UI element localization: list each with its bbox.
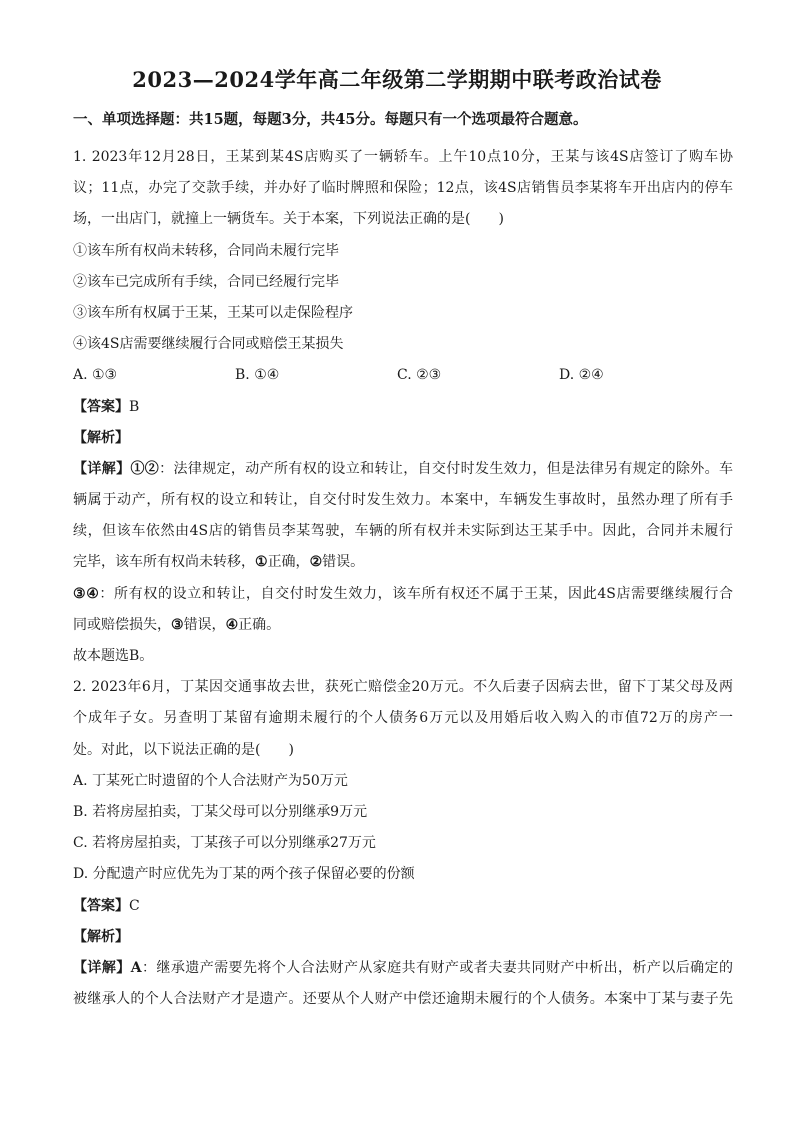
q1-detail-line: 辆属于动产，所有权的设立和转让，自交付时发生效力。本案中，车辆发生事故时，虽然办理了所有手 [73, 492, 733, 509]
detail-mark: ① [255, 554, 268, 571]
q1-statement: ④该4S店需要继续履行合同或赔偿王某损失 [73, 336, 344, 353]
detail-text: 完毕，该车所有权尚未转移， [73, 554, 255, 571]
detail-text: 正确， [267, 554, 310, 571]
q1-detail-line [73, 454, 733, 485]
detail-mark: ④ [225, 616, 239, 633]
q1-detail-line [73, 579, 733, 610]
q1-stem-line: 场，一出店门，就撞上一辆货车。关于本案，下列说法正确的是( ) [73, 211, 504, 228]
answer-value: C [129, 897, 140, 914]
detail-text: ：继承遗产需要先将个人合法财产从家庭共有财产或者夫妻共同财产中析出，析产以后确定的 [141, 959, 733, 976]
q2-stem-line: 处。对此，以下说法正确的是( ) [73, 741, 294, 758]
answer-value: B [129, 398, 140, 415]
q2-option-b: B. 若将房屋拍卖，丁某父母可以分别继承9万元 [73, 803, 368, 820]
section-heading: 一、单项选择题：共15题，每题3分，共45分。每题只有一个选项最符合题意。 [73, 111, 588, 128]
detail-text: ：所有权的设立和转让，自交付时发生效力，该车所有权还不属于王某，因此4S店需要继续履行合 [99, 585, 733, 602]
q2-analysis-tag: 【解析】 [73, 928, 129, 945]
detail-mark: ② [309, 554, 323, 571]
detail-text: 正确。 [238, 616, 281, 633]
q2-option-a: A. 丁某死亡时遗留的个人合法财产为50万元 [73, 772, 348, 789]
q1-conclusion: 故本题选B。 [73, 648, 154, 664]
detail-tag: 【详解】 [73, 959, 131, 976]
q1-stem-line: 1. 2023年12月28日，王某到某4S店购买了一辆轿车。上午10点10分，王某与该4S店签订了购车协 [73, 149, 733, 165]
q2-answer [73, 891, 733, 922]
detail-text: ：法律规定，动产所有权的设立和转让，自交付时发生效力，但是法律另有规定的除外。车 [159, 460, 733, 477]
q1-statement: ②该车已完成所有手续，合同已经履行完毕 [73, 273, 339, 290]
q2-stem-line: 2. 2023年6月，丁某因交通事故去世，获死亡赔偿金20万元。不久后妻子因病去世，留下丁某父母及两 [73, 679, 733, 696]
page-title: 2023—2024学年高二年级第二学期期中联考政治试卷 [132, 67, 662, 92]
q2-detail-line [73, 953, 733, 984]
q2-detail-line: 被继承人的个人合法财产才是遗产。还要从个人财产中偿还逾期未履行的个人债务。本案中丁某与妻子先 [73, 991, 733, 1008]
q2-option-c: C. 若将房屋拍卖，丁某孩子可以分别继承27万元 [73, 835, 376, 852]
q1-detail-line [73, 610, 733, 641]
q1-answer [73, 392, 733, 423]
q1-statement: ①该车所有权尚未转移，合同尚未履行完毕 [73, 242, 339, 259]
q1-options [73, 360, 733, 391]
detail-lead: A [130, 959, 142, 976]
q1-option-d: D. ②④ [559, 367, 604, 384]
q1-stem-line: 议；11点，办完了交款手续，并办好了临时牌照和保险；12点，该4S店销售员李某将车开出店内的停车 [73, 180, 733, 197]
q1-detail-line: 续，但该车依然由4S店的销售员李某驾驶，车辆的所有权并未实际到达王某手中。因此，合同并未履行 [73, 523, 733, 540]
q2-stem-line: 个成年子女。另查明丁某留有逾期未履行的个人债务6万元以及用婚后收入购入的市值72万的房产一 [73, 710, 733, 727]
detail-lead: ③④ [73, 585, 100, 602]
detail-mark: ③ [171, 616, 184, 633]
q1-option-a: A. ①③ [73, 367, 118, 384]
q1-statement: ③该车所有权属于王某，王某可以走保险程序 [73, 304, 353, 321]
q1-option-c: C. ②③ [397, 367, 442, 384]
q1-option-b: B. ①④ [235, 367, 280, 384]
q2-option-d: D. 分配遗产时应优先为丁某的两个孩子保留必要的份额 [73, 866, 415, 883]
q1-analysis-tag: 【解析】 [73, 429, 129, 446]
answer-tag: 【答案】 [73, 398, 129, 415]
q1-detail-line [73, 547, 733, 578]
content-body [73, 142, 733, 1015]
detail-lead: ①② [130, 460, 160, 477]
detail-text: 错误， [183, 616, 226, 633]
answer-tag: 【答案】 [73, 897, 129, 914]
detail-text: 错误。 [322, 554, 365, 571]
detail-text: 同或赔偿损失， [73, 616, 171, 633]
detail-tag: 【详解】 [73, 460, 131, 477]
